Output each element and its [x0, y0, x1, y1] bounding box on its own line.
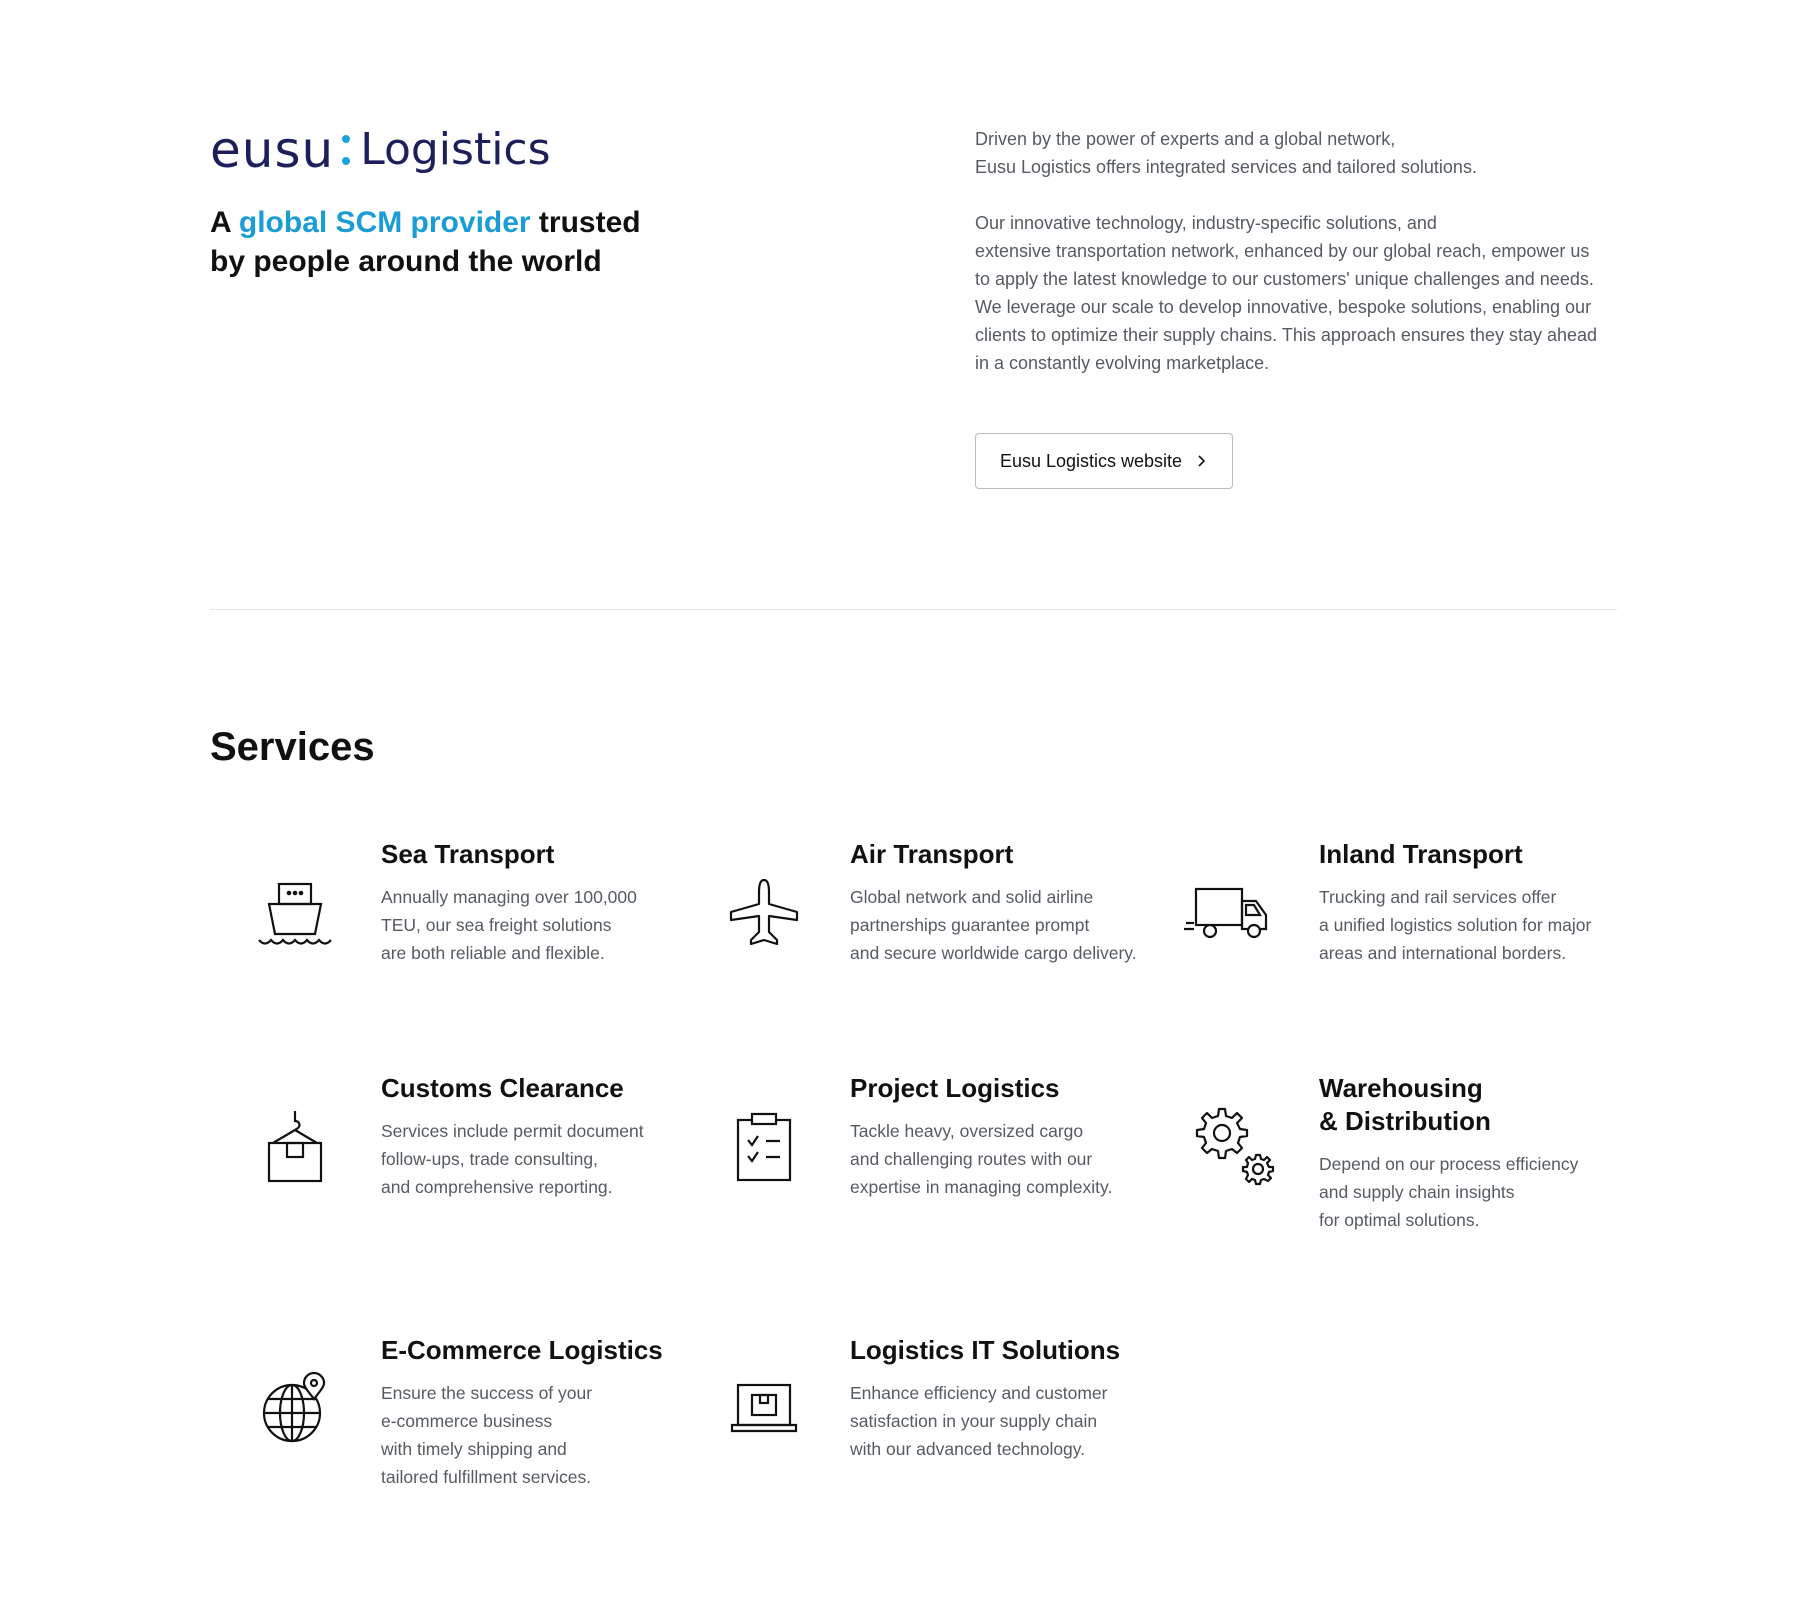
text-line: and challenging routes with our [850, 1149, 1093, 1169]
text-line: with our advanced technology. [850, 1439, 1086, 1459]
eusu-logistics-logo[interactable] [210, 121, 551, 179]
service-title: Customs Clearance [381, 1073, 624, 1103]
service-title [1319, 1072, 1639, 1138]
service-title: Logistics IT Solutions [850, 1335, 1121, 1365]
text-line: and secure worldwide cargo delivery. [850, 943, 1137, 963]
logo-colon-mark [342, 135, 350, 165]
text-line: Enhance efficiency and customer [850, 1383, 1108, 1403]
text-line: with timely shipping and [381, 1439, 567, 1459]
service-description [1319, 1150, 1639, 1234]
text-line: Depend on our process efficiency [1319, 1154, 1579, 1174]
headline-mid: trusted [530, 206, 641, 239]
service-title: Air Transport [850, 839, 1014, 869]
service-title: Sea Transport [381, 839, 555, 869]
services-grid [210, 838, 1620, 1538]
gears-icon [1184, 1102, 1284, 1192]
text-line: Ensure the success of your [381, 1383, 593, 1403]
text-line: are both reliable and flexible. [381, 943, 605, 963]
text-line: a unified logistics solution for major [1319, 915, 1592, 935]
service-description [381, 1117, 701, 1201]
intro-paragraph-1 [975, 125, 1625, 181]
text-line: Annually managing over 100,000 [381, 887, 637, 907]
text-line: Driven by the power of experts and a global network, [975, 129, 1396, 149]
text-line: areas and international borders. [1319, 943, 1567, 963]
service-description [850, 883, 1170, 967]
section-divider [210, 609, 1617, 610]
service-description [381, 1379, 701, 1491]
chevron-right-icon [1194, 454, 1208, 468]
text-line: Services include permit document [381, 1121, 644, 1141]
service-description [381, 883, 701, 967]
text-line: and supply chain insights [1319, 1182, 1515, 1202]
globe-pin-icon [250, 1364, 340, 1454]
intro-description [975, 125, 1625, 405]
title-line: & Distribution [1319, 1106, 1491, 1136]
text-line: TEU, our sea freight solutions [381, 915, 612, 935]
eusu-website-button[interactable] [975, 433, 1233, 489]
text-line: and comprehensive reporting. [381, 1177, 613, 1197]
headline-start: A [210, 206, 239, 239]
text-line: in a constantly evolving marketplace. [975, 353, 1270, 373]
text-line: satisfaction in your supply chain [850, 1411, 1098, 1431]
truck-icon [1178, 868, 1278, 958]
intro-paragraph-2 [975, 209, 1625, 377]
service-description [850, 1379, 1170, 1463]
text-line: extensive transportation network, enhanced by our global reach, empower us [975, 241, 1590, 261]
service-description [850, 1117, 1170, 1201]
intro-headline [210, 203, 730, 281]
service-title: Project Logistics [850, 1073, 1060, 1103]
title-line: Warehousing [1319, 1073, 1483, 1103]
laptop-box-icon [719, 1364, 809, 1454]
text-line: partnerships guarantee prompt [850, 915, 1090, 935]
text-line: Eusu Logistics offers integrated services and tailored solutions. [975, 157, 1477, 177]
service-title: Inland Transport [1319, 839, 1523, 869]
services-title: Services [210, 725, 375, 769]
intro-section [210, 121, 1610, 515]
headline-accent: global SCM provider [238, 206, 531, 239]
text-line: clients to optimize their supply chains. This approach ensures they stay ahead [975, 325, 1598, 345]
text-line: We leverage our scale to develop innovative, bespoke solutions, enabling our [975, 297, 1592, 317]
logo-eusu-text: eusu [210, 121, 335, 179]
text-line: Tackle heavy, oversized cargo [850, 1121, 1084, 1141]
text-line: follow-ups, trade consulting, [381, 1149, 598, 1169]
text-line: Global network and solid airline [850, 887, 1094, 907]
service-title: E-Commerce Logistics [381, 1335, 663, 1365]
text-line: for optimal solutions. [1319, 1210, 1480, 1230]
website-button-label: Eusu Logistics website [999, 450, 1183, 471]
text-line: Trucking and rail services offer [1319, 887, 1557, 907]
logo-logistics-text: Logistics [360, 124, 551, 175]
service-description [1319, 883, 1639, 967]
clipboard-checklist-icon [719, 1102, 809, 1192]
text-line: e-commerce business [381, 1411, 553, 1431]
airplane-icon [719, 868, 809, 958]
ship-icon [250, 868, 340, 958]
text-line: expertise in managing complexity. [850, 1177, 1113, 1197]
crane-box-icon [250, 1102, 340, 1192]
text-line: Our innovative technology, industry-specific solutions, and [975, 213, 1437, 233]
text-line: tailored fulfillment services. [381, 1467, 592, 1487]
headline-end: by people around the world [210, 245, 602, 278]
text-line: to apply the latest knowledge to our customers' unique challenges and needs. [975, 269, 1594, 289]
